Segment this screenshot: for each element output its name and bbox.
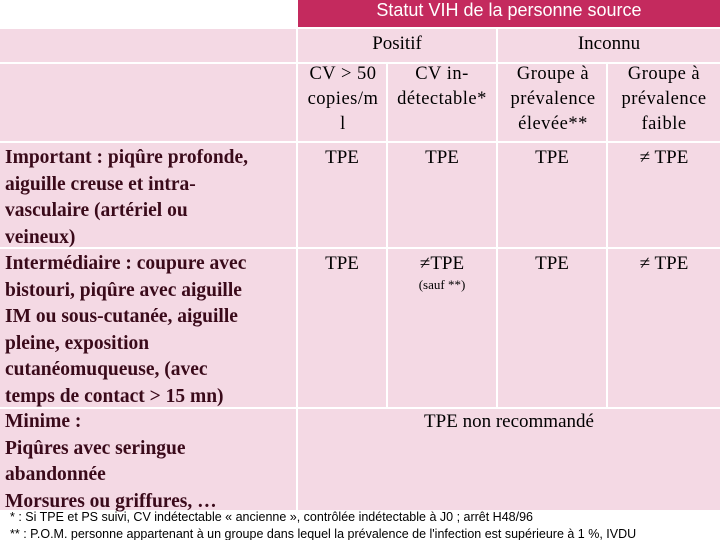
footnote-2: ** : P.O.M. personne appartenant à un groupe dans lequel la prévalence de l'infection est supérieure à 1 %, IVDU [10,527,637,540]
row-intermediaire-cv-undetectable-note: (sauf **) [418,277,466,292]
status-title: Statut VIH de la personne source [376,0,642,20]
row-intermediaire-cv-undetectable-value: ≠TPE [419,253,465,274]
row-important-cv-undetectable-value: TPE [425,147,459,168]
row-important-groupe-faible-value: ≠ TPE [639,147,689,168]
row-intermediaire-line-1: Intermédiaire : coupure avec [5,253,247,274]
row-important-groupe-eleve-value: TPE [535,147,569,168]
row-intermediaire-line-3: IM ou sous-cutanée, aiguille [5,306,238,327]
row-important-line-4: veineux) [5,226,76,248]
row-intermediaire-line-6: temps de contact > 15 mn) [5,385,224,407]
groupe-faible-header [608,62,720,137]
row-minime-label [5,409,297,515]
row-intermediaire-line-2: bistouri, piqûre avec aiguille [5,279,242,301]
cv-undetectable-header [386,62,498,112]
row-minime-line-1: Minime : [5,411,82,432]
groupe-eleve-line-3: élevée** [518,114,588,134]
groupe-faible-line-1: Groupe à [627,64,701,84]
row-intermediaire-groupe-eleve-value: TPE [535,253,569,274]
footnote-1: * : Si TPE et PS suivi, CV indétectable « ancienne », contrôlée indétectable à J0 ; arrêt H48/96 [10,510,533,524]
row-important-label [5,145,297,251]
groupe-faible-line-3: faible [641,114,687,134]
row-intermediaire-groupe-faible-value: ≠ TPE [639,253,689,274]
row-minime-line-3: abandonnée [5,464,106,485]
cv-undetectable-line-1: CV in- [415,64,469,84]
positif-label: Positif [372,33,422,54]
row-intermediaire-line-5: cutanéomuqueuse, (avec [5,359,208,380]
corner-cell-2 [0,29,296,62]
row-important-line-2: aiguille creuse et intra- [5,173,196,195]
row-intermediaire-label [5,251,297,410]
inconnu-label: Inconnu [577,33,641,54]
cv-gt-50-line-2: copies/m [307,89,379,109]
groupe-eleve-line-2: prévalence [510,89,596,109]
row-minime-line-4: Morsures ou griffures, … [5,490,217,512]
groupe-eleve-header [498,62,608,137]
row-important-cv-gt-50-value: TPE [325,147,359,168]
corner-cell-3 [0,64,296,141]
row-minime-line-2: Piqûres avec seringue [5,437,186,459]
row-intermediaire-cv-gt-50-value: TPE [325,253,359,274]
row-minime-merged-value: TPE non recommandé [424,411,594,432]
row-important-line-3: vasculaire (artériel ou [5,200,188,221]
cv-gt-50-header [298,62,388,137]
groupe-faible-line-2: prévalence [621,89,707,109]
row-intermediaire-line-4: pleine, exposition [5,332,150,354]
corner-cell [0,0,296,27]
cv-undetectable-line-2: détectable* [397,89,487,109]
groupe-eleve-line-1: Groupe à [516,64,590,84]
cv-gt-50-line-1: CV > 50 [309,64,377,84]
row-important-line-1: Important : piqûre profonde, [5,147,249,168]
cv-gt-50-line-3: l [340,114,346,134]
